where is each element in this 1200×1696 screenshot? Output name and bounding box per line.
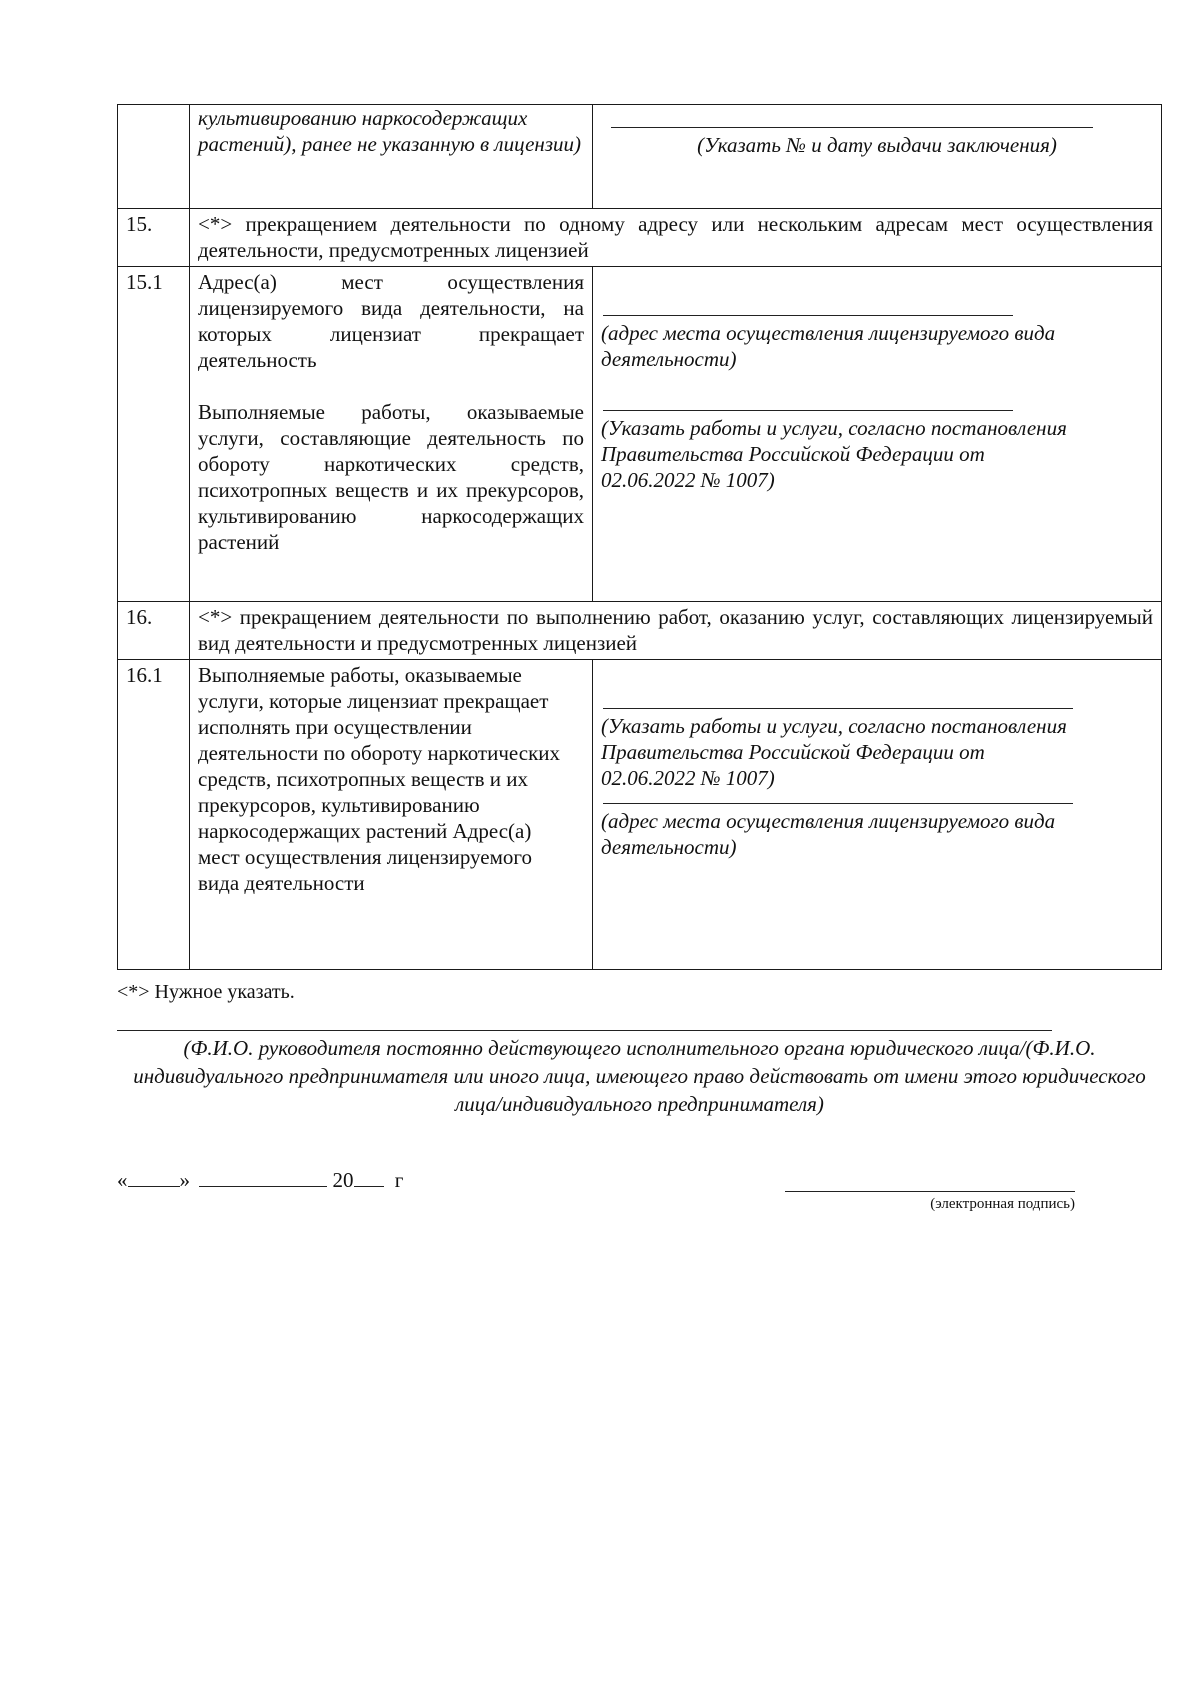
electronic-signature-line <box>785 1191 1075 1192</box>
table-row-16-1 <box>118 660 1162 970</box>
table-row-continuation <box>118 105 1162 209</box>
address-blank-line-16 <box>603 803 1073 804</box>
date-open-quote: « <box>117 1168 128 1192</box>
day-blank <box>128 1166 180 1187</box>
address-hint: (адрес места осуществления лицензируемого вида деятельности) <box>601 321 1056 371</box>
continuation-label: культивированию наркосодержащих растений), ранее не указанную в лицензии) <box>190 105 593 209</box>
row-15-1-label <box>190 267 593 602</box>
row-15-1-label-works: Выполняемые работы, оказываемые услуги, составляющие деятельность по обороту наркотических средств, психотропных веществ и их прекурсоров, культивированию наркосодержащих растений <box>198 400 584 554</box>
row-15-text: <*> прекращением деятельности по одному адресу или нескольким адресам мест осуществления деятельности, предусмотренных лицензией <box>190 209 1162 267</box>
continuation-value-cell <box>593 105 1162 209</box>
row-16-1-value-cell <box>593 660 1162 970</box>
row-number-16: 16. <box>118 602 190 660</box>
month-blank <box>199 1166 327 1187</box>
table-row-15-1 <box>118 267 1162 602</box>
row-15-1-label-address: Адрес(а) мест осуществления лицензируемого вида деятельности, на которых лицензиат прекращает деятельность <box>198 270 584 372</box>
table-row-15 <box>118 209 1162 267</box>
row-number-empty <box>118 105 190 209</box>
works-hint-16: (Указать работы и услуги, согласно постановления Правительства Российской Федерации от 02.06.2022 № 1007) <box>601 714 1067 790</box>
row-16-text: <*> прекращением деятельности по выполнению работ, оказанию услуг, составляющих лицензируемый вид деятельности и предусмотренных лицензией <box>190 602 1162 660</box>
application-form-table <box>117 104 1162 970</box>
row-number-16-1: 16.1 <box>118 660 190 970</box>
address-hint-16: (адрес места осуществления лицензируемого вида деятельности) <box>601 809 1056 859</box>
date-field <box>117 1166 403 1193</box>
date-close-quote: » <box>179 1168 190 1192</box>
row-15-1-value-cell <box>593 267 1162 602</box>
conclusion-blank-line <box>611 127 1093 128</box>
year-suffix: г <box>394 1168 404 1192</box>
electronic-signature-caption: (электронная подпись) <box>930 1196 1075 1212</box>
footnote: <*> Нужное указать. <box>117 981 295 1003</box>
works-blank-line-16 <box>603 708 1073 709</box>
address-blank-line <box>603 315 1013 316</box>
conclusion-hint: (Указать № и дату выдачи заключения) <box>697 133 1057 157</box>
row-number-15-1: 15.1 <box>118 267 190 602</box>
signatory-caption: (Ф.И.О. руководителя постоянно действующего исполнительного органа юридического лица/(Ф.И.О. индивидуального предпринимателя или иного лица, имеющего право действовать от имени этого юридического лица/индивидуального предпринимателя) <box>133 1036 1146 1116</box>
row-16-1-label: Выполняемые работы, оказываемые услуги, которые лицензиат прекращает исполнять при осуществлении деятельности по обороту наркотических средств, психотропных веществ и их прекурсоров, культивированию наркосодержащих растений Адрес(а) мест осуществления лицензируемого вида деятельности <box>190 660 593 970</box>
table-row-16 <box>118 602 1162 660</box>
works-hint: (Указать работы и услуги, согласно постановления Правительства Российской Федерации от 02.06.2022 № 1007) <box>601 416 1067 492</box>
year-blank <box>354 1166 384 1187</box>
works-blank-line <box>603 410 1013 411</box>
row-number-15: 15. <box>118 209 190 267</box>
signatory-name-line <box>117 1030 1052 1031</box>
year-prefix: 20 <box>332 1168 354 1192</box>
